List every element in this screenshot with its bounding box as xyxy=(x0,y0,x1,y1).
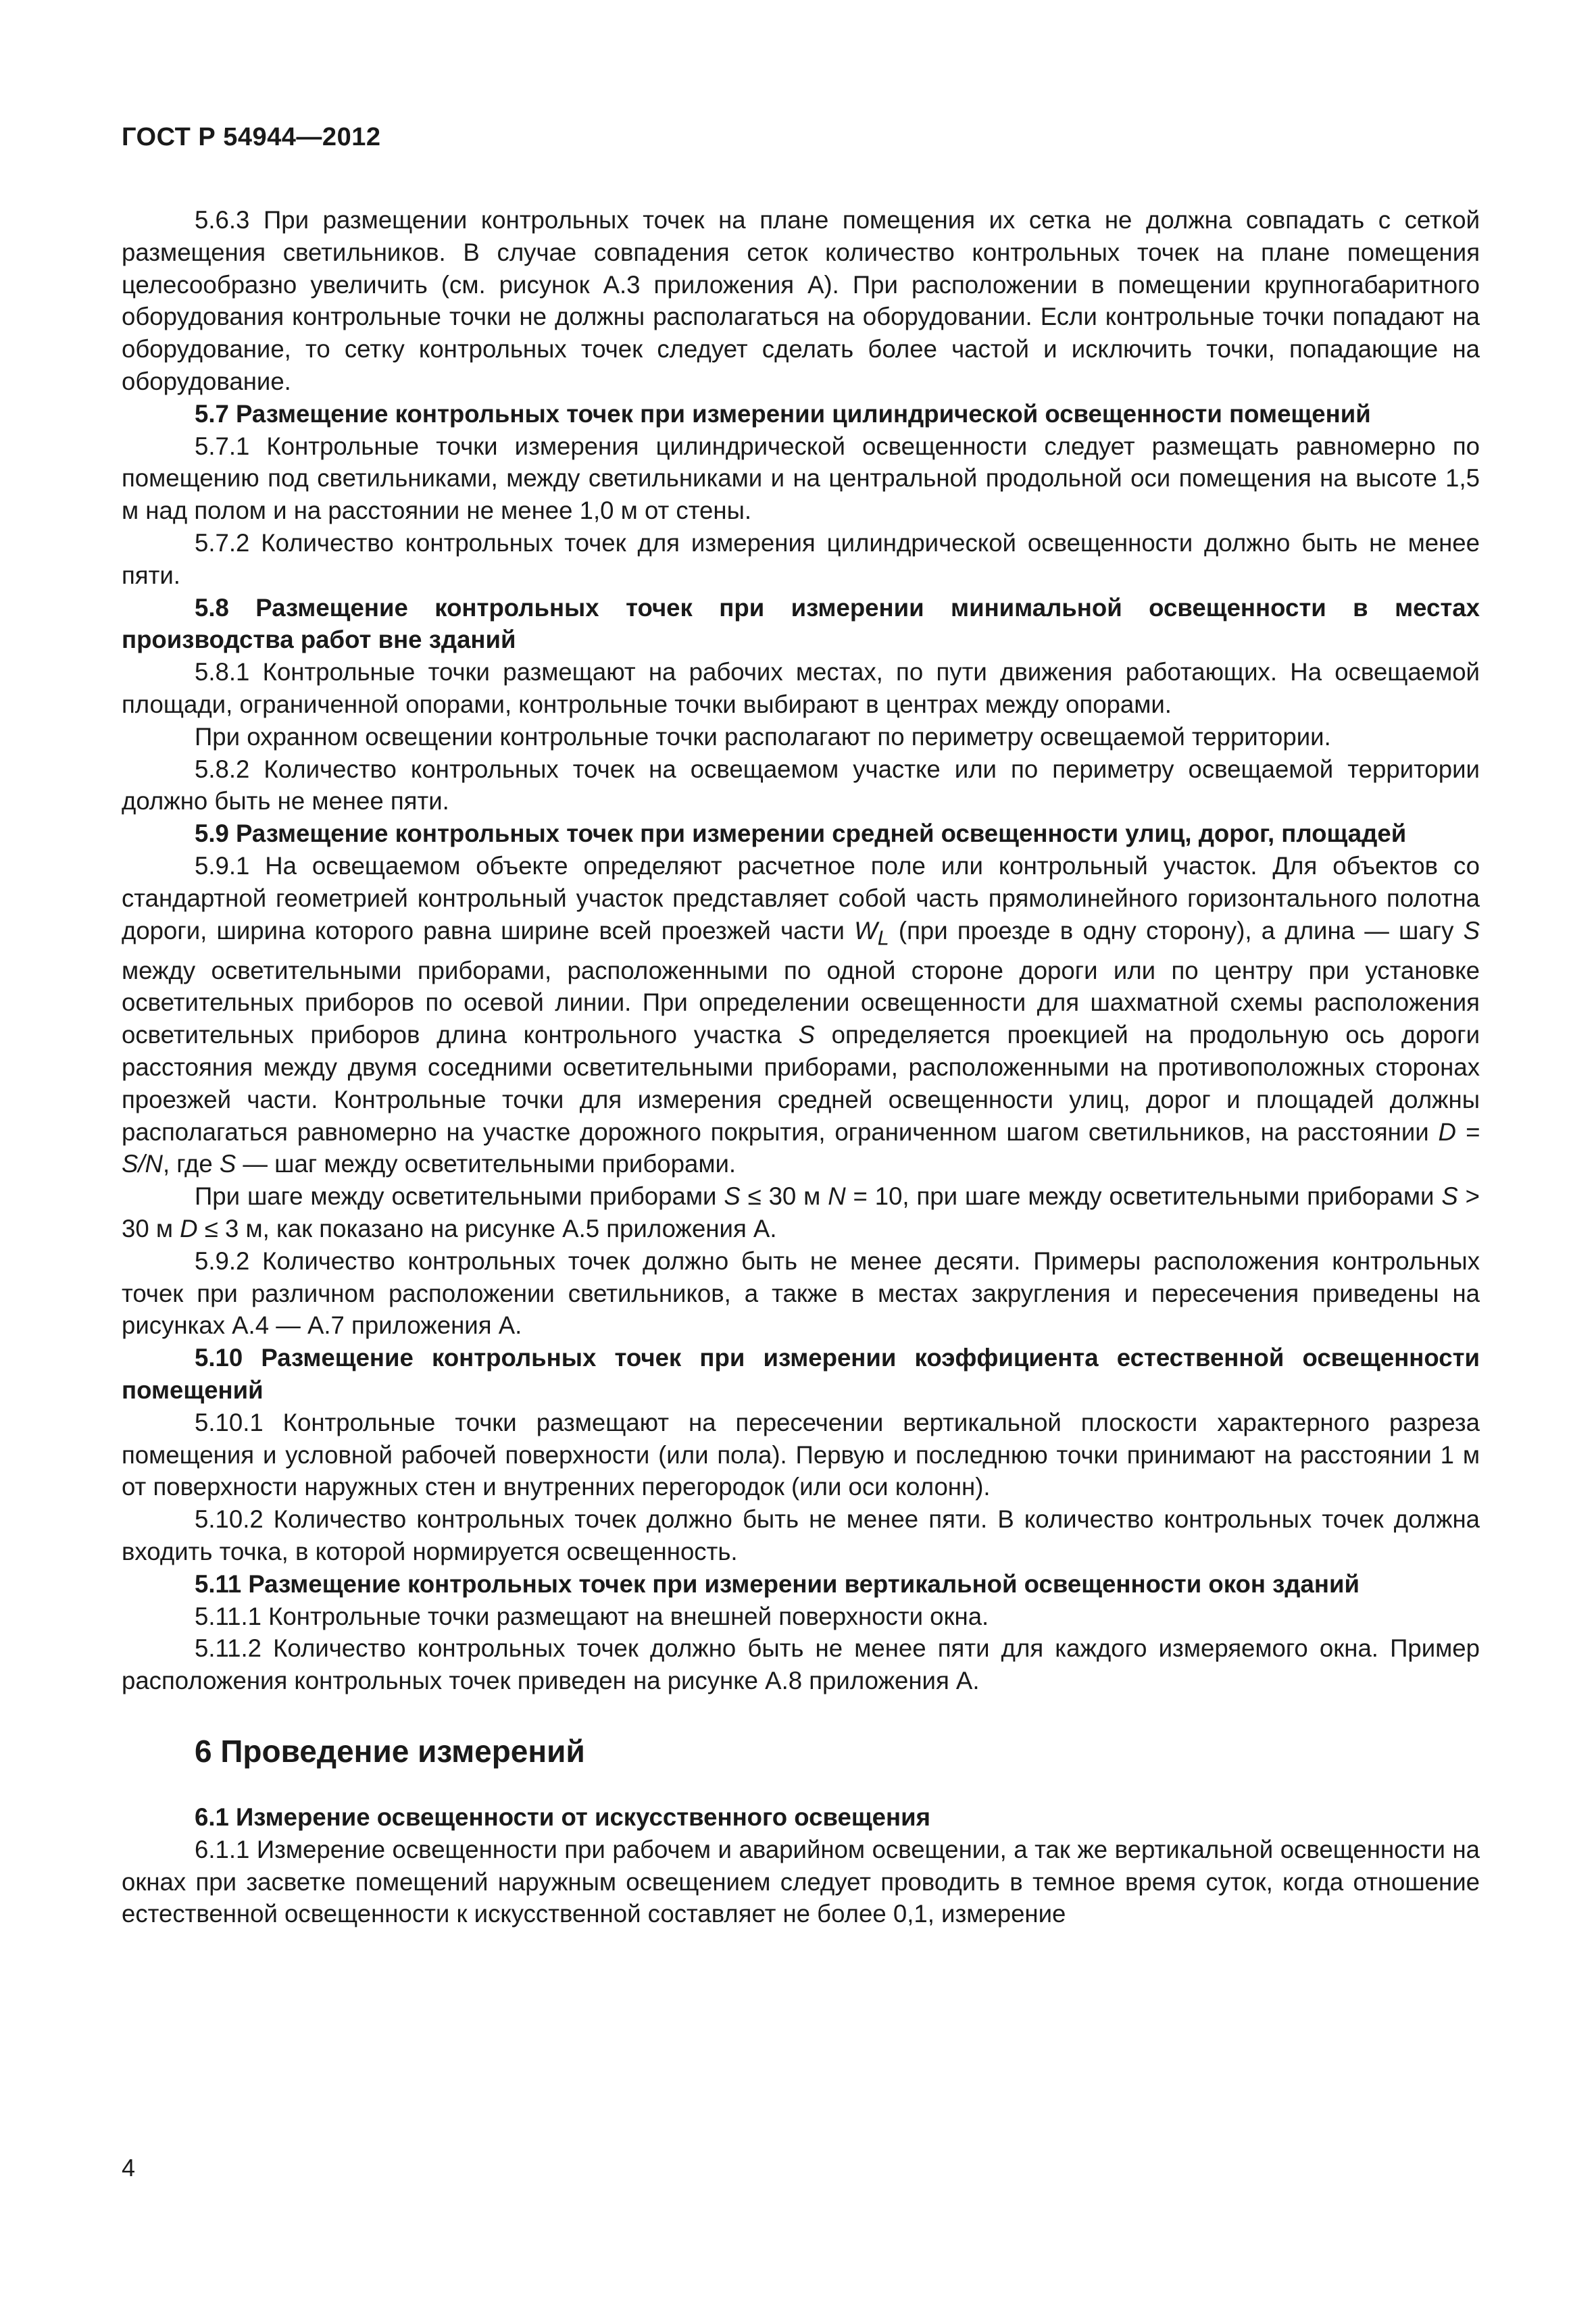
text-run: ≤ 3 м, как показано на рисунке А.5 приложения А. xyxy=(197,1215,777,1243)
symbol-n: N xyxy=(828,1182,846,1211)
text-run: , где xyxy=(162,1150,220,1178)
subsection-heading-6-1: 6.1 Измерение освещенности от искусственного освещения xyxy=(195,1803,930,1831)
section-heading-6: 6 Проведение измерений xyxy=(195,1733,585,1769)
subsection-heading-5-11: 5.11 Размещение контрольных точек при измерении вертикальной освещенности окон зданий xyxy=(195,1569,1360,1598)
text-run: определяется проекцией на продольную ось дороги расстояния между двумя соседними осветительными приборами, расположенными на противоположных сторонах проезжей части. Контрольные точки для измерения средней освещенности улиц, дорог и площадей должны располагаться равномерно на участке дорожного покрытия, ограниченном шагом светильников, на расстоянии xyxy=(122,1021,1480,1146)
document-body xyxy=(122,204,1480,1930)
subsection-heading-5-8: 5.8 Размещение контрольных точек при измерении минимальной освещенности в местах производства работ вне зданий xyxy=(122,593,1480,654)
subsection-heading-5-9: 5.9 Размещение контрольных точек при измерении средней освещенности улиц, дорог, площадей xyxy=(195,820,1407,848)
text-run: = 10, при шаге между осветительными приборами xyxy=(845,1182,1442,1211)
symbol-w: W xyxy=(854,916,878,945)
symbol-l-subscript: L xyxy=(877,926,889,949)
symbol-s: S xyxy=(219,1150,236,1178)
text-run: между осветительными приборами, расположенными по одной стороне дороги или по центру при установке осветительных приборов по осевой линии. При определении освещенности для шахматной схемы расположения осветительных приборов длина контрольного участка xyxy=(122,956,1480,1049)
paragraph-step-rule xyxy=(122,1180,1480,1245)
document-header: ГОСТ Р 54944—2012 xyxy=(122,123,381,151)
symbol-s: S xyxy=(798,1021,815,1049)
symbol-s: S xyxy=(724,1182,741,1211)
text-run: ≤ 30 м xyxy=(740,1182,828,1211)
text-run: (при проезде в одну сторону), а длина — шагу xyxy=(889,916,1464,945)
paragraph-5-9-2: 5.9.2 Количество контрольных точек должно быть не менее десяти. Примеры расположения контрольных точек при различном расположении светильников, а также в местах закругления и пересечения приведены на рисунках А.4 — А.7 приложения А. xyxy=(122,1247,1480,1340)
paragraph-5-10-2: 5.10.2 Количество контрольных точек должно быть не менее пяти. В количество контрольных точек должна входить точка, в которой нормируется освещенность. xyxy=(122,1505,1480,1565)
text-run: — шаг между осветительными приборами. xyxy=(236,1150,737,1178)
paragraph-5-7-1: 5.7.1 Контрольные точки измерения цилиндрической освещенности следует размещать равномерно по помещению под светильниками, между светильниками и на центральной продольной оси помещения на высоте 1,5 м над полом и на расстоянии не менее 1,0 м от стены. xyxy=(122,432,1480,525)
paragraph-5-8-1: 5.8.1 Контрольные точки размещают на рабочих местах, по пути движения работающих. На освещаемой площади, ограниченной опорами, контрольные точки выбирают в центрах между опорами. xyxy=(122,658,1480,718)
paragraph-security-lighting: При охранном освещении контрольные точки располагают по периметру освещаемой территории. xyxy=(195,722,1331,751)
page-number: 4 xyxy=(122,2154,136,2182)
paragraph-5-9-1 xyxy=(122,850,1480,1180)
paragraph-5-8-2: 5.8.2 Количество контрольных точек на освещаемом участке или по периметру освещаемой территории должно быть не менее пяти. xyxy=(122,755,1480,815)
formula: D = S/N xyxy=(122,1117,1480,1178)
text-run: При шаге между осветительными приборами xyxy=(195,1182,724,1211)
symbol-s: S xyxy=(1463,916,1480,945)
paragraph-6-1-1: 6.1.1 Измерение освещенности при рабочем и аварийном освещении, а так же вертикальной освещенности на окнах при засветке помещений наружным освещением следует проводить в темное время суток, когда отношение естественной освещенности к искусственной составляет не более 0,1, измерение xyxy=(122,1835,1480,1928)
paragraph-5-6-3: 5.6.3 При размещении контрольных точек на плане помещения их сетка не должна совпадать с сеткой размещения светильников. В случае совпадения сеток количество контрольных точек на плане помещения целесообразно увеличить (см. рисунок А.3 приложения А). При расположении в помещении крупногабаритного оборудования контрольные точки не должны располагаться на оборудовании. Если контрольные точки попадают на оборудование, то сетку контрольных точек следует сделать более частой и исключить точки, попадающие на оборудование. xyxy=(122,206,1480,395)
subsection-heading-5-7: 5.7 Размещение контрольных точек при измерении цилиндрической освещенности помещений xyxy=(195,399,1371,428)
text-run: 5.9.1 На освещаемом объекте определяют расчетное поле или контрольный участок. Для объектов со стандартной геометрией контрольный участок представляет собой часть прямолинейного горизонтального полотна дороги, ширина которого равна ширине всей проезжей части xyxy=(122,851,1480,945)
subsection-heading-5-10: 5.10 Размещение контрольных точек при измерении коэффициента естественной освещенности помещений xyxy=(122,1344,1480,1404)
paragraph-5-10-1: 5.10.1 Контрольные точки размещают на пересечении вертикальной плоскости характерного разреза помещения и условной рабочей поверхности (или пола). Первую и последнюю точки принимают на расстоянии 1 м от поверхности наружных стен и внутренних перегородок (или оси колонн). xyxy=(122,1408,1480,1501)
paragraph-5-11-2: 5.11.2 Количество контрольных точек должно быть не менее пяти для каждого измеряемого окна. Пример расположения контрольных точек приведен на рисунке А.8 приложения А. xyxy=(122,1634,1480,1695)
text-run: > 30 м xyxy=(122,1182,1480,1243)
symbol-s: S xyxy=(1441,1182,1458,1211)
paragraph-5-7-2: 5.7.2 Количество контрольных точек для измерения цилиндрической освещенности должно быть не менее пяти. xyxy=(122,528,1480,589)
symbol-d: D xyxy=(180,1215,198,1243)
paragraph-5-11-1: 5.11.1 Контрольные точки размещают на внешней поверхности окна. xyxy=(195,1602,989,1630)
